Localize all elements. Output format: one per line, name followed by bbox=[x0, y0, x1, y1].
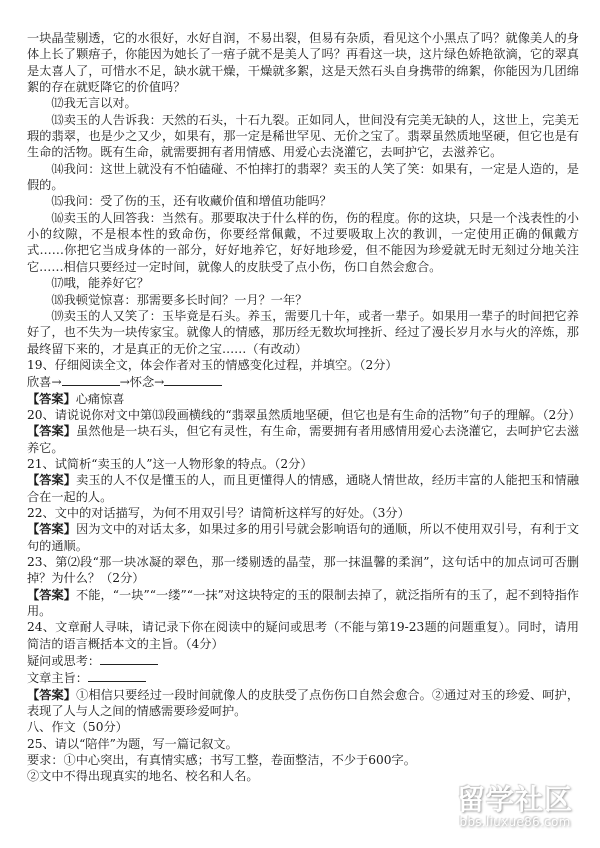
answer-tag: 【答案】 bbox=[27, 473, 77, 488]
answer-tag: 【答案】 bbox=[27, 522, 77, 537]
question-19-fill bbox=[27, 373, 579, 390]
question-20: 20、请说说你对文中第⒀段画横线的“翡翠虽然质地坚硬，但它也是有生命的活物”句子的理解。（2分） bbox=[27, 407, 581, 422]
answer-20 bbox=[27, 423, 579, 456]
answer-tag: 【答案】 bbox=[27, 424, 77, 439]
question-24: 24、文章耐人寻味，请记录下你在阅读中的疑问或思考（不能与第19-23题的问题重复）。同时，请用简洁的语言概括本文的主旨。（4分） bbox=[27, 620, 579, 651]
answer-22 bbox=[27, 521, 579, 554]
fill-start-label: 欣喜→ bbox=[27, 375, 62, 390]
passage-paragraph-14: ⒁我问：这世上就没有不怕磕碰、不怕摔打的翡翠？卖玉的人笑了笑：如果有，一定是人造的，是假的。 bbox=[27, 161, 579, 193]
passage-paragraph-15: ⒂我问：受了伤的玉，还有收藏价值和增值功能吗？ bbox=[51, 194, 332, 209]
exam-document bbox=[27, 30, 579, 785]
passage-paragraph-18: ⒅我顿觉惊喜：那需要多长时间？一月？一年？ bbox=[51, 292, 308, 307]
answer-tag: 【答案】 bbox=[27, 587, 76, 602]
answer-text: ①相信只要经过一段时间就像人的皮肤受了点伤伤口自然会愈合。②通过对玉的珍爱、呵护，表现了人与人之间的情感需要珍爱呵护。 bbox=[27, 687, 580, 719]
question-24-fill-2 bbox=[27, 669, 579, 686]
question-23: 23、第⑵段“那一块冰凝的翠色，那一缕剔透的晶莹，那一抹温馨的柔润”，这句话中的加点词可否删掉？为什么？（2分） bbox=[27, 555, 579, 586]
answer-text: 卖玉的人不仅是懂玉的人，而且更懂得人的情感，通晓人情世故，经历丰富的人能把玉和情融合在一起的人。 bbox=[27, 473, 580, 504]
watermark-title: 留学社区 bbox=[456, 783, 573, 816]
answer-tag: 【答案】 bbox=[27, 391, 76, 406]
answer-24 bbox=[27, 687, 579, 720]
passage-paragraph-16: ⒃卖玉的人回答我：当然有。那要取决于什么样的伤，伤的程度。你的这块，只是一个浅表性的小小的纹隙，不是根本性的致命伤，你要经常佩戴，不过要吸取上次的教训，一定使用正确的佩戴方式……你把它当成身体的一部分，好好地养它，好好地珍爱，但不能因为珍爱就无时无刻过分地关注它……相信只要经过一定时间，就像人的皮肤受了点小伤，伤口自然会愈合。 bbox=[27, 210, 579, 274]
answer-text: 因为文中的对话太多，如果过多的用引号就会影响语句的通顺，所以不使用双引号，有利于文句的通顺。 bbox=[27, 522, 580, 553]
fill-middle-label: →怀念→ bbox=[119, 375, 165, 390]
passage-paragraph-19: ⒆卖玉的人又笑了：玉毕竟是石头。养玉，需要几十年，或者一辈子。如果用一辈子的时间把它养好了，也不失为一块传家宝。就像人的情感，那历经无数坎坷挫折、经过了漫长岁月水与火的淬炼，那最终留下来的，才是真正的无价之宝……（有改动） bbox=[27, 308, 579, 356]
fill-blank-1 bbox=[62, 373, 120, 386]
question-19: 19、仔细阅读全文，体会作者对玉的情感变化过程，并填空。（2分） bbox=[27, 357, 398, 372]
answer-text: 虽然他是一块石头，但它有灵性，有生命，需要拥有者用感情用爱心去浇灌它，去呵护它去滋养它。 bbox=[27, 424, 580, 455]
fill-label-question: 疑问或思考： bbox=[27, 654, 101, 669]
question-22: 22、文中的对话描写，为何不用双引号？请简析这样写的好处。（3分） bbox=[27, 505, 410, 520]
watermark-url: bbs.liuxue86.com bbox=[459, 815, 571, 829]
fill-blank-3 bbox=[100, 652, 158, 665]
question-21: 21、试简析“卖玉的人”这一人物形象的特点。（2分） bbox=[27, 456, 313, 471]
answer-23 bbox=[27, 587, 579, 620]
passage-paragraph-continued: 一块晶莹剔透，它的水很好，水好自润，不易出裂，但易有杂质，看见这个小黑点了吗？就像美人的身体上长了颗痦子，你能因为她长了一痦子就不是美人了吗？再看这一块，这片绿色娇艳欲滴，它的翠真是太喜人了，可惜水不足，缺水就干燥，干燥就多絮，这是天然石头自身携带的绵絮，你能因为几团绵絮的存在就贬降它的价值吗？ bbox=[27, 31, 579, 95]
passage-paragraph-12: ⑿我无言以对。 bbox=[51, 96, 137, 111]
question-24-fill-1 bbox=[27, 652, 579, 669]
composition-requirement-2: ②文中不得出现真实的地名、校名和人名。 bbox=[27, 769, 259, 784]
answer-21 bbox=[27, 472, 579, 505]
composition-section-heading: 八、作文（50分） bbox=[27, 720, 128, 735]
answer-text: 心痛惊喜 bbox=[75, 391, 125, 406]
fill-blank-2 bbox=[164, 373, 222, 386]
passage-paragraph-13: ⒀卖玉的人告诉我：天然的石头，十石九裂。正如同人，世间没有完美无缺的人，这世上，完美无瑕的翡翠，也是少之又少，如果有，那一定是稀世罕见、无价之宝了。翡翠虽然质地坚硬，但它也是有生命的活物。既有生命，就需要拥有者用情感、用爱心去浇灌它，去呵护它，去滋养它。 bbox=[27, 112, 579, 160]
question-25: 25、请以“陪伴”为题，写一篇记叙文。 bbox=[27, 736, 238, 751]
answer-text: 不能，“一块”“一缕”“一抹”对这块特定的玉的限制去掉了，就泛指所有的玉了，起不到特指作用。 bbox=[27, 587, 579, 619]
fill-label-theme: 文章主旨： bbox=[27, 671, 88, 686]
passage-paragraph-17: ⒄哦，能养好它？ bbox=[51, 276, 149, 291]
answer-tag: 【答案】 bbox=[27, 687, 77, 702]
composition-requirement-1: 要求：①中心突出，有真情实感；书写工整，卷面整洁，不少于600字。 bbox=[27, 753, 416, 768]
watermark-logo bbox=[440, 785, 590, 829]
answer-19 bbox=[27, 391, 579, 407]
fill-blank-4 bbox=[88, 669, 146, 682]
